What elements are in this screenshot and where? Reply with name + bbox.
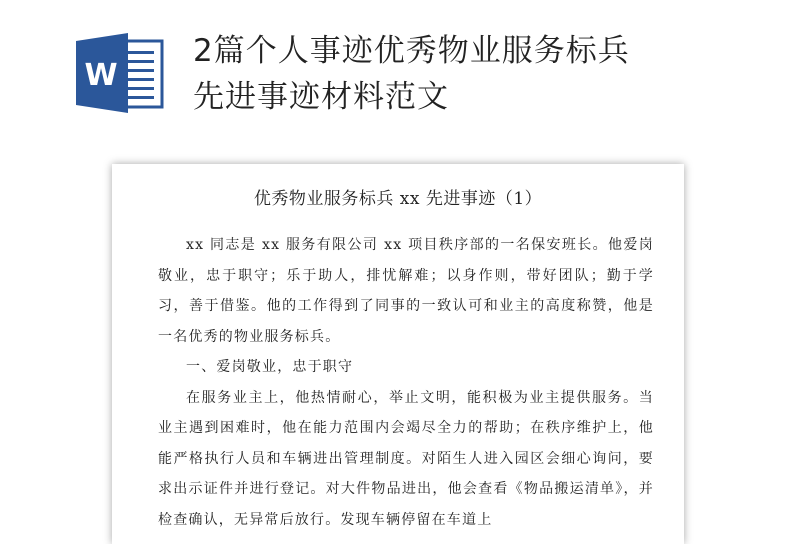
page-title-line-1: 2篇个人事迹优秀物业服务标兵 (193, 33, 630, 69)
document-title: 优秀物业服务标兵 xx 先进事迹（1） (253, 189, 543, 209)
paragraph-intro: xx 同志是 xx 服务有限公司 xx 项目秩序部的一名保安班长。他爱岗敬业，忠于职守；乐于助人，排忧解难；以身作则，带好团队；勤于学习，善于借鉴。他的工作得到了同事的一致认可和业主的高度称赞，他是一名优秀的物业服务标兵。 (158, 237, 654, 345)
page-header (0, 0, 800, 150)
word-document-icon (76, 33, 164, 113)
word-icon-letter: W (84, 58, 118, 93)
page-title (193, 28, 753, 120)
document-page (112, 164, 684, 544)
page-title-line-2: 先进事迹材料范文 (193, 79, 449, 115)
paragraph-service: 在服务业主上，他热情耐心，举止文明，能积极为业主提供服务。当业主遇到困难时，他在能力范围内会竭尽全力的帮助；在秩序维护上，他能严格执行人员和车辆进出管理制度。对陌生人进入园区会细心询问，要求出示证件并进行登记。对大件物品进出，他会查看《物品搬运清单》，并检查确认，无异常后放行。发现车辆停留在车道上 (158, 389, 654, 528)
section-heading: 一、爱岗敬业，忠于职守 (186, 359, 354, 375)
document-body (158, 230, 654, 535)
